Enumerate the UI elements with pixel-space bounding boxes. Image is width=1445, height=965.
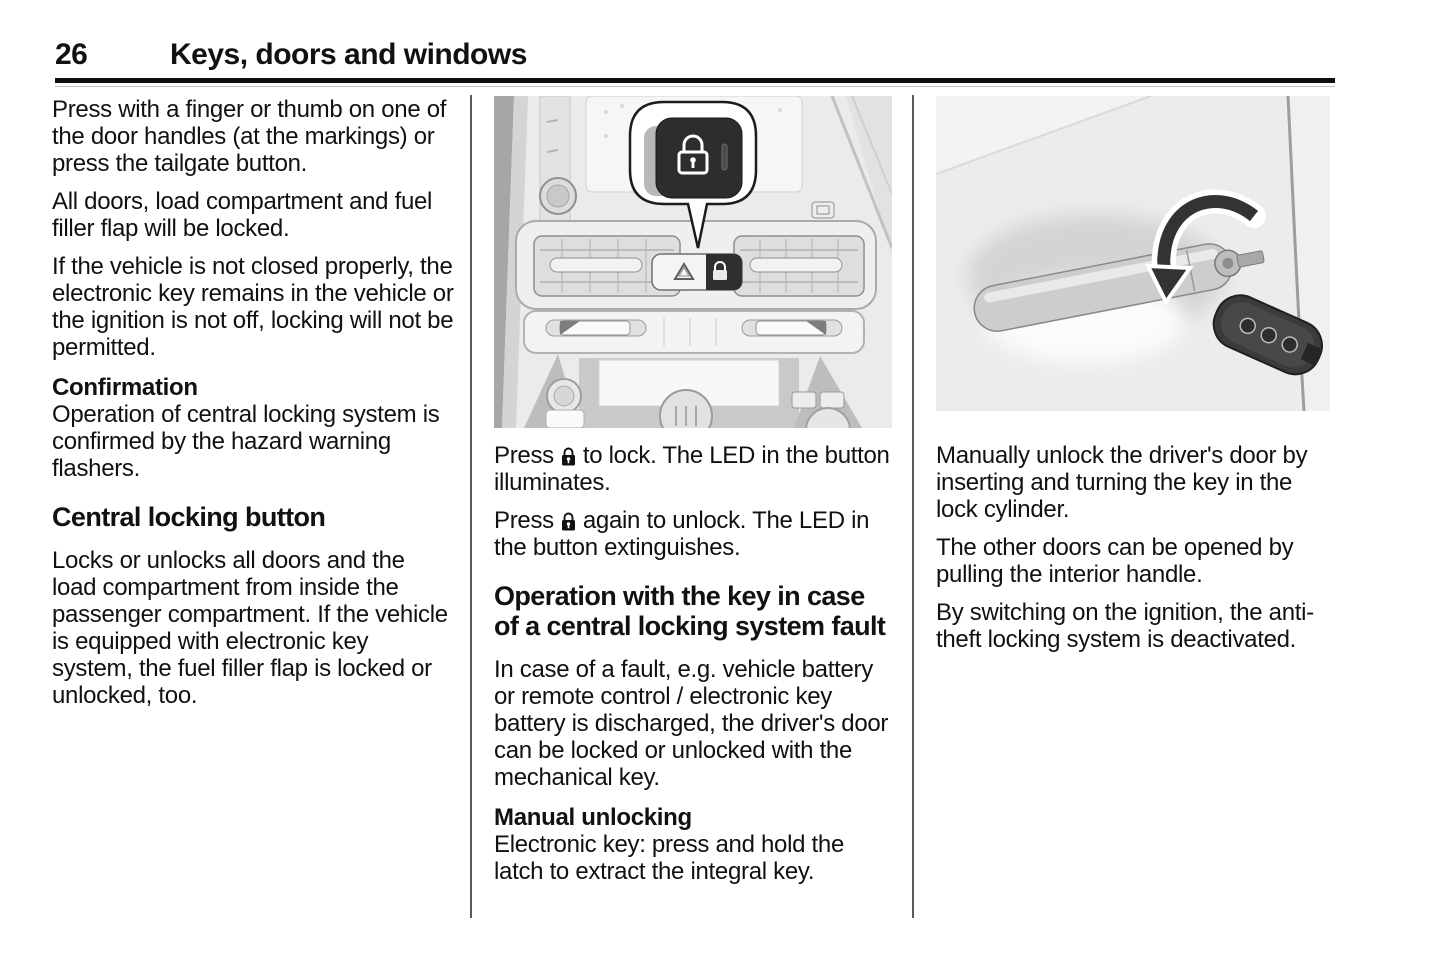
paragraph: Electronic key: press and hold the latch to extract the integral key. — [494, 831, 844, 885]
column-center — [494, 96, 894, 896]
paragraph: Locks or unlocks all doors and the load compartment from inside the passenger compartment. If the vehicle is equipped with electronic key system, the fuel filler flap is locked or unlocked, too. — [52, 547, 448, 709]
lock-icon — [560, 511, 577, 532]
paragraph: In case of a fault, e.g. vehicle battery or remote control / electronic key battery is discharged, the driver's door can be locked or unlocked with the mechanical key. — [494, 656, 889, 791]
dash-knob — [540, 178, 576, 214]
lock-icon — [560, 446, 577, 467]
center-console-illustration — [494, 96, 892, 428]
hazard-and-lock-button-pair — [652, 254, 742, 290]
page-title: Keys, doors and windows — [170, 38, 527, 71]
paragraph: By switching on the ignition, the anti-theft locking system is deactivated. — [936, 599, 1314, 653]
paragraph: The other doors can be opened by pulling the interior handle. — [936, 534, 1294, 588]
column-divider — [912, 95, 914, 918]
paragraph: Press again to unlock. The LED in the button extinguishes. — [494, 507, 870, 561]
paragraph: Manually unlock the driver's door by inserting and turning the key in the lock cylinder. — [936, 442, 1308, 523]
column-divider — [470, 95, 472, 918]
door-handle-figure — [936, 96, 1330, 417]
heading-confirmation: Confirmation — [52, 374, 198, 401]
page-number: 26 — [55, 38, 88, 71]
heading-central-locking-button: Central locking button — [52, 502, 326, 532]
air-vent-right — [734, 236, 864, 296]
center-console-figure — [494, 96, 894, 434]
door-handle-illustration — [936, 96, 1330, 411]
central-locking-button-zoomed — [656, 118, 742, 198]
lower-console-panel — [524, 311, 864, 353]
heading-manual-unlocking: Manual unlocking — [494, 804, 692, 831]
paragraph: All doors, load compartment and fuel filler flap will be locked. — [52, 188, 433, 242]
button-led — [722, 144, 727, 170]
column-right — [936, 96, 1330, 664]
paragraph: Operation of central locking system is confirmed by the hazard warning flashers. — [52, 401, 440, 482]
paragraph: Press to lock. The LED in the button illuminates. — [494, 442, 890, 496]
paragraph: Press with a finger or thumb on one of the door handles (at the markings) or press the tailgate button. — [52, 96, 447, 177]
page-header — [55, 38, 1335, 83]
start-knob — [547, 379, 581, 413]
heading-key-operation-fault: Operation with the key in case of a central locking system fault — [494, 581, 886, 641]
paragraph: If the vehicle is not closed properly, the electronic key remains in the vehicle or the ignition is not off, locking will not be permitted. — [52, 253, 454, 361]
column-left — [52, 96, 454, 720]
